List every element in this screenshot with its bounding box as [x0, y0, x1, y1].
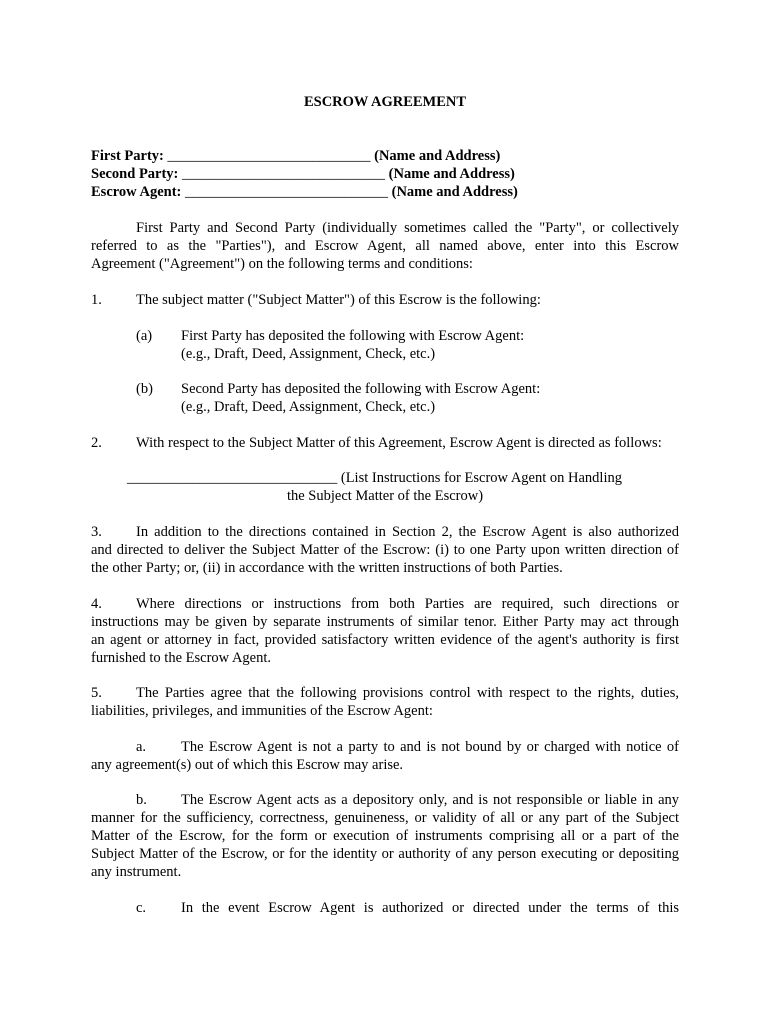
first-party-label: First Party:: [91, 148, 164, 164]
section-4-line-1: Where directions or instructions from both Parties are required, such directions or: [136, 596, 679, 612]
section-3-number: 3.: [91, 524, 102, 540]
section-3-line-1: In addition to the directions contained in Section 2, the Escrow Agent is also authorized: [136, 524, 679, 540]
section-5a-line-2: any agreement(s) out of which this Escrow may arise.: [91, 757, 404, 773]
second-party-label: Second Party:: [91, 166, 179, 182]
intro-line-2: referred to as the "Parties"), and Escrow Agent, all named above, enter into this Escrow: [91, 238, 679, 254]
second-party-line: [91, 165, 515, 183]
section-5c-line-1: In the event Escrow Agent is authorized or directed under the terms of this: [181, 900, 679, 916]
section-5a-line-1: The Escrow Agent is not a party to and is not bound by or charged with notice of: [181, 739, 679, 755]
section-5b-line-3: Matter of the Escrow, for the form or execution of instruments comprising all or a part of the: [91, 828, 679, 844]
first-party-line: [91, 147, 500, 165]
section-4-number: 4.: [91, 596, 102, 612]
section-2-number: 2.: [91, 435, 102, 451]
escrow-agent-blank: ____________________________: [184, 184, 388, 200]
section-1a-line-2: (e.g., Draft, Deed, Assignment, Check, etc.): [181, 346, 436, 362]
section-5c-label: c.: [136, 900, 147, 916]
section-2-instructions-line-1: _____________________________ (List Instructions for Escrow Agent on Handling: [127, 470, 622, 486]
section-5b-line-2: manner for the sufficiency, correctness, genuineness, or validity of all or any part of the Subject: [91, 810, 679, 826]
escrow-agent-label: Escrow Agent:: [91, 184, 182, 200]
section-5b-line-1: The Escrow Agent acts as a depository only, and is not responsible or liable in any: [181, 792, 679, 808]
first-party-suffix: (Name and Address): [374, 148, 501, 164]
section-3-line-2: and directed to deliver the Subject Matter of the Escrow: (i) to one Party upon written direction of: [91, 542, 679, 558]
intro-line-1: First Party and Second Party (individually sometimes called the "Party", or collectively: [136, 220, 679, 236]
section-4-line-2: instructions may be given by separate instruments of similar tenor. Either Party may act through: [91, 614, 679, 630]
section-1b-label: (b): [136, 381, 153, 397]
section-3-line-3: the other Party; or, (ii) in accordance with the written instructions of both Parties.: [91, 560, 563, 576]
section-1a-label: (a): [136, 328, 153, 344]
section-5b-line-4: Subject Matter of the Escrow, or for the identity or authority of any person executing or depositing: [91, 846, 679, 862]
intro-line-3: Agreement ("Agreement") on the following terms and conditions:: [91, 256, 473, 272]
section-2-instructions-line-2: the Subject Matter of the Escrow): [286, 488, 484, 504]
section-5b-line-5: any instrument.: [91, 864, 182, 880]
section-5a-label: a.: [136, 739, 147, 755]
escrow-agent-line: [91, 183, 518, 201]
section-5-number: 5.: [91, 685, 102, 701]
section-4-line-3: an agent or attorney in fact, provided satisfactory written evidence of the agent's authority is first: [91, 632, 679, 648]
section-1a-line-1: First Party has deposited the following with Escrow Agent:: [181, 328, 525, 344]
section-2-text: With respect to the Subject Matter of this Agreement, Escrow Agent is directed as follows:: [136, 435, 662, 451]
first-party-blank: ____________________________: [167, 148, 371, 164]
second-party-blank: ____________________________: [182, 166, 386, 182]
section-1b-line-1: Second Party has deposited the following with Escrow Agent:: [181, 381, 541, 397]
section-1b-line-2: (e.g., Draft, Deed, Assignment, Check, etc.): [181, 399, 436, 415]
second-party-suffix: (Name and Address): [388, 166, 515, 182]
escrow-agent-suffix: (Name and Address): [391, 184, 518, 200]
section-5b-label: b.: [136, 792, 147, 808]
section-1-number: 1.: [91, 292, 102, 308]
section-5-line-1: The Parties agree that the following provisions control with respect to the rights, duties,: [136, 685, 679, 701]
section-1-text: The subject matter ("Subject Matter") of this Escrow is the following:: [136, 292, 541, 308]
document-title: ESCROW AGREEMENT: [303, 94, 467, 110]
section-5-line-2: liabilities, privileges, and immunities of the Escrow Agent:: [91, 703, 433, 719]
section-4-line-4: furnished to the Escrow Agent.: [91, 650, 272, 666]
